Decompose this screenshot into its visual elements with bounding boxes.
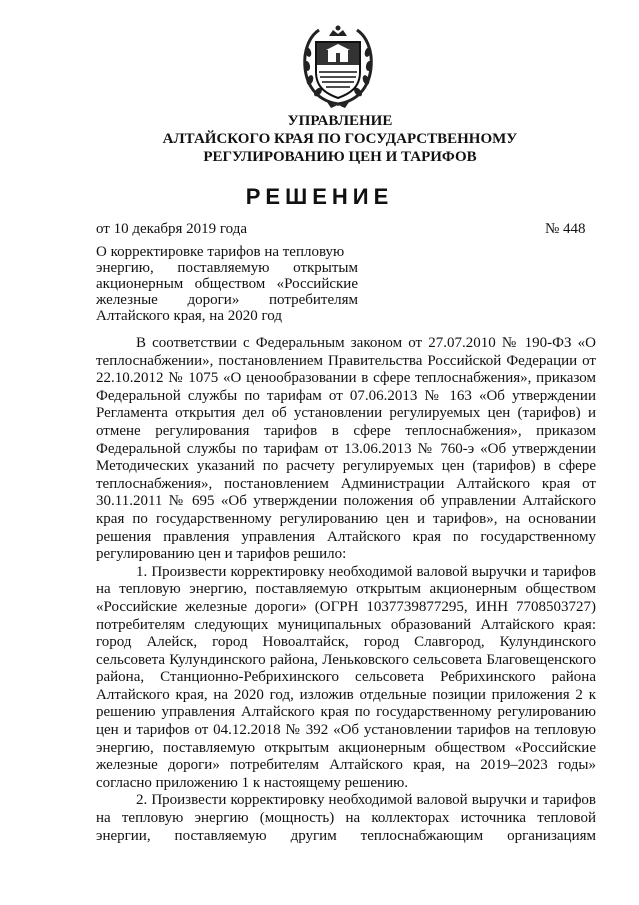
- body-line: цен и тарифов от 04.12.2018 № 392 «Об установлении тарифов на тепловую: [96, 722, 596, 739]
- body-line: город Алейск, город Новоалтайск, город Славгород, Кулундинского: [96, 634, 596, 651]
- body-line: 2. Произвести корректировку необходимой валовой выручки и тарифов: [136, 792, 596, 809]
- body-line: железные дороги» потребителям Алтайского края, на 2019–2023 годы»: [96, 757, 596, 774]
- subject-line: железные дороги» потребителям: [96, 292, 358, 308]
- body-line: сельсовета Кулундинского района, Леньковского сельсовета Благовещенского: [96, 651, 596, 668]
- body-line: края по государственному регулированию цен и тарифов», на основании: [96, 510, 596, 527]
- body-line: 30.11.2011 № 695 «Об утверждении положения об управлении Алтайского: [96, 493, 596, 510]
- document-number: № 448: [545, 221, 586, 237]
- body-line: решения правления управления Алтайского края по государственному: [96, 528, 596, 545]
- body-line: В соответствии с Федеральным законом от 27.07.2010 № 190-ФЗ «О: [136, 335, 596, 351]
- body-line: регулированию цен и тарифов решило:: [96, 546, 347, 563]
- organization-header: [140, 112, 540, 166]
- body-line: отмене регулирования тарифов в сфере теплоснабжения», приказом: [96, 422, 596, 439]
- body-line: энергию, поставляемую открытым акционерным обществом «Российские: [96, 739, 596, 756]
- org-line-3: РЕГУЛИРОВАНИЮ ЦЕН И ТАРИФОВ: [203, 149, 477, 165]
- subject-line: акционерным обществом «Российские: [96, 276, 358, 292]
- body-line: на тепловую энергию, поставляемую открытым акционерным обществом: [96, 581, 596, 598]
- org-line-2: АЛТАЙСКОГО КРАЯ ПО ГОСУДАРСТВЕННОМУ: [162, 131, 518, 147]
- body-line: теплоснабжения», постановлением Администрации Алтайского края от: [96, 475, 596, 492]
- subject-line: Алтайского края, на 2020 год: [96, 308, 282, 324]
- subject-line: энергию, поставляемую открытым: [96, 260, 358, 276]
- body-line: Алтайского края, на 2020 год, изложив отдельные позиции приложения 2 к: [96, 686, 596, 703]
- body-line: согласно приложению 1 к настоящему решению.: [96, 774, 409, 791]
- body-line: Федеральной службы по тарифам от 07.06.2013 № 163 «Об утверждении: [96, 387, 596, 404]
- body-line: 22.10.2012 № 1075 «О ценообразовании в сфере теплоснабжения», приказом: [96, 370, 596, 387]
- body-line: 1. Произвести корректировку необходимой валовой выручки и тарифов: [136, 563, 596, 580]
- subject-line: О корректировке тарифов на тепловую: [96, 244, 345, 260]
- coat-of-arms-emblem: [299, 22, 377, 108]
- body-line: «Российские железные дороги» (ОГРН 1037739877295, ИНН 7708503727): [96, 598, 596, 615]
- document-body: [96, 335, 596, 845]
- body-line: потребителям следующих муниципальных образований Алтайского края:: [96, 616, 596, 633]
- body-line: решению управления Алтайского края по государственному регулированию: [96, 704, 596, 721]
- document-subject: [96, 244, 358, 324]
- body-line: Регламента открытия дел об установлении регулируемых цен (тарифов) и: [96, 405, 596, 422]
- document-date: от 10 декабря 2019 года: [96, 221, 248, 237]
- document-title: РЕШЕНИЕ: [245, 184, 394, 209]
- body-line: Методических указаний по расчету регулируемых цен (тарифов) в сфере: [96, 458, 596, 475]
- body-line: энергии, поставляемую другим теплоснабжающим организациям: [96, 827, 596, 844]
- body-line: района, Станционно-Ребрихинского сельсовета Ребрихинского района: [96, 669, 596, 686]
- body-line: Федеральной службы по тарифам от 13.06.2013 № 760-э «Об утверждении: [96, 440, 596, 457]
- org-line-1: УПРАВЛЕНИЕ: [287, 113, 393, 129]
- body-line: теплоснабжении», постановлением Правительства Российской Федерации от: [96, 352, 596, 369]
- body-line: на тепловую энергию (мощность) на коллекторах источника тепловой: [96, 810, 596, 827]
